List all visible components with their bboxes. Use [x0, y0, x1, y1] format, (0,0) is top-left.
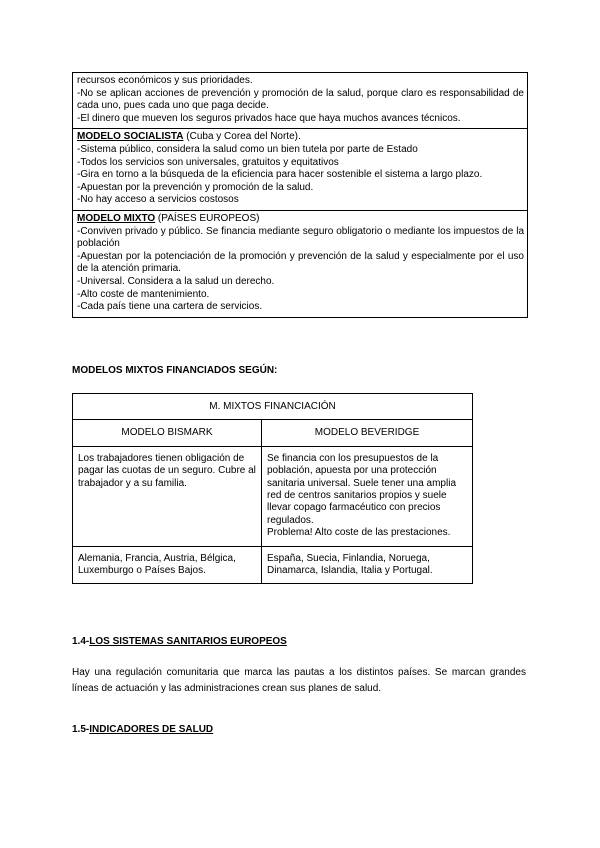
- heading-1-5-number: 1.5-: [72, 724, 90, 735]
- box-modelo-socialista: [73, 129, 527, 211]
- box-line: -No hay acceso a servicios costosos: [77, 194, 239, 206]
- box-heading: MODELO SOCIALISTA: [77, 131, 184, 143]
- table-row: [73, 546, 473, 584]
- beveridge-desc-text: Se financia con los presupuestos de la población, apuesta por una protección sanitaria universal. Suele tener una amplia red de centros sanitarios propios y suele llevar copago farmacéutico con precios regulados.: [267, 452, 456, 526]
- heading-1-4-number: 1.4-: [72, 636, 90, 647]
- box-line: -Cada país tiene una cartera de servicios.: [77, 301, 263, 313]
- box-line: -Todos los servicios son universales, gratuitos y equitativos: [77, 156, 339, 168]
- box-heading: MODELO MIXTO: [77, 212, 156, 224]
- box-line: -Gira en torno a la búsqueda de la eficiencia para hacer sostenible el sistema a largo plazo.: [77, 169, 483, 181]
- box-subheading: (Cuba y Corea del Norte).: [183, 131, 301, 143]
- box-line: recursos económicos y sus prioridades.: [77, 75, 253, 86]
- table-cell-beveridge-countries: España, Suecia, Finlandia, Noruega, Dinamarca, Islandia, Italia y Portugal.: [262, 546, 473, 584]
- box-heading-line: [77, 131, 524, 144]
- heading-1-5: [72, 724, 213, 735]
- table-header-beveridge: MODELO BEVERIDGE: [262, 420, 473, 446]
- table-header-row: [73, 420, 473, 446]
- box-line: -Alto coste de mantenimiento.: [77, 288, 210, 300]
- table-cell-bismark-desc: Los trabajadores tienen obligación de pagar las cuotas de un seguro. Cubre al trabajador y a su familia.: [73, 446, 262, 546]
- models-boxes: [72, 72, 528, 318]
- table-title: M. MIXTOS FINANCIACIÓN: [73, 394, 473, 420]
- box-subheading: (PAÍSES EUROPEOS): [155, 212, 260, 224]
- box-line: -El dinero que mueven los seguros privados hace que haya muchos avances técnicos.: [77, 112, 461, 124]
- table-header-bismark: MODELO BISMARK: [73, 420, 262, 446]
- box-line: -Conviven privado y público. Se financia mediante seguro obligatorio o mediante los impuestos de la población: [77, 225, 524, 250]
- table-title-row: [73, 394, 473, 420]
- heading-1-5-title: INDICADORES DE SALUD: [89, 724, 214, 735]
- table-row: [73, 446, 473, 546]
- box-line: -No se aplican acciones de prevención y promoción de la salud, porque claro es responsabilidad de cada uno, pues cada uno que paga decide.: [77, 87, 524, 112]
- table-cell-beveridge-desc: [262, 446, 473, 546]
- financing-table: [72, 393, 473, 584]
- beveridge-problem-text: Problema! Alto coste de las prestaciones.: [267, 527, 451, 539]
- box-line: -Universal. Considera a la salud un derecho.: [77, 275, 275, 287]
- section-title-modelos-mixtos: MODELOS MIXTOS FINANCIADOS SEGÚN:: [72, 365, 278, 376]
- heading-1-4: [72, 636, 287, 647]
- heading-1-4-title: LOS SISTEMAS SANITARIOS EUROPEOS: [89, 636, 287, 647]
- box-line: -Apuestan por la prevención y promoción de la salud.: [77, 181, 314, 193]
- box-modelo-mixto: [73, 211, 527, 317]
- box-line: -Sistema público, considera la salud como un bien tutela por parte de Estado: [77, 143, 418, 155]
- box-line: -Apuestan por la potenciación de la promoción y prevención de la salud y especialmente por el uso de la atención primaria.: [77, 250, 524, 275]
- box-heading-line: [77, 213, 524, 226]
- paragraph-1-4: Hay una regulación comunitaria que marca las pautas a los distintos países. Se marcan grandes líneas de actuación y las administraciones crean sus planes de salud.: [72, 667, 526, 694]
- box-continuation: [73, 73, 527, 129]
- table-cell-bismark-countries: Alemania, Francia, Austria, Bélgica, Luxemburgo o Países Bajos.: [73, 546, 262, 584]
